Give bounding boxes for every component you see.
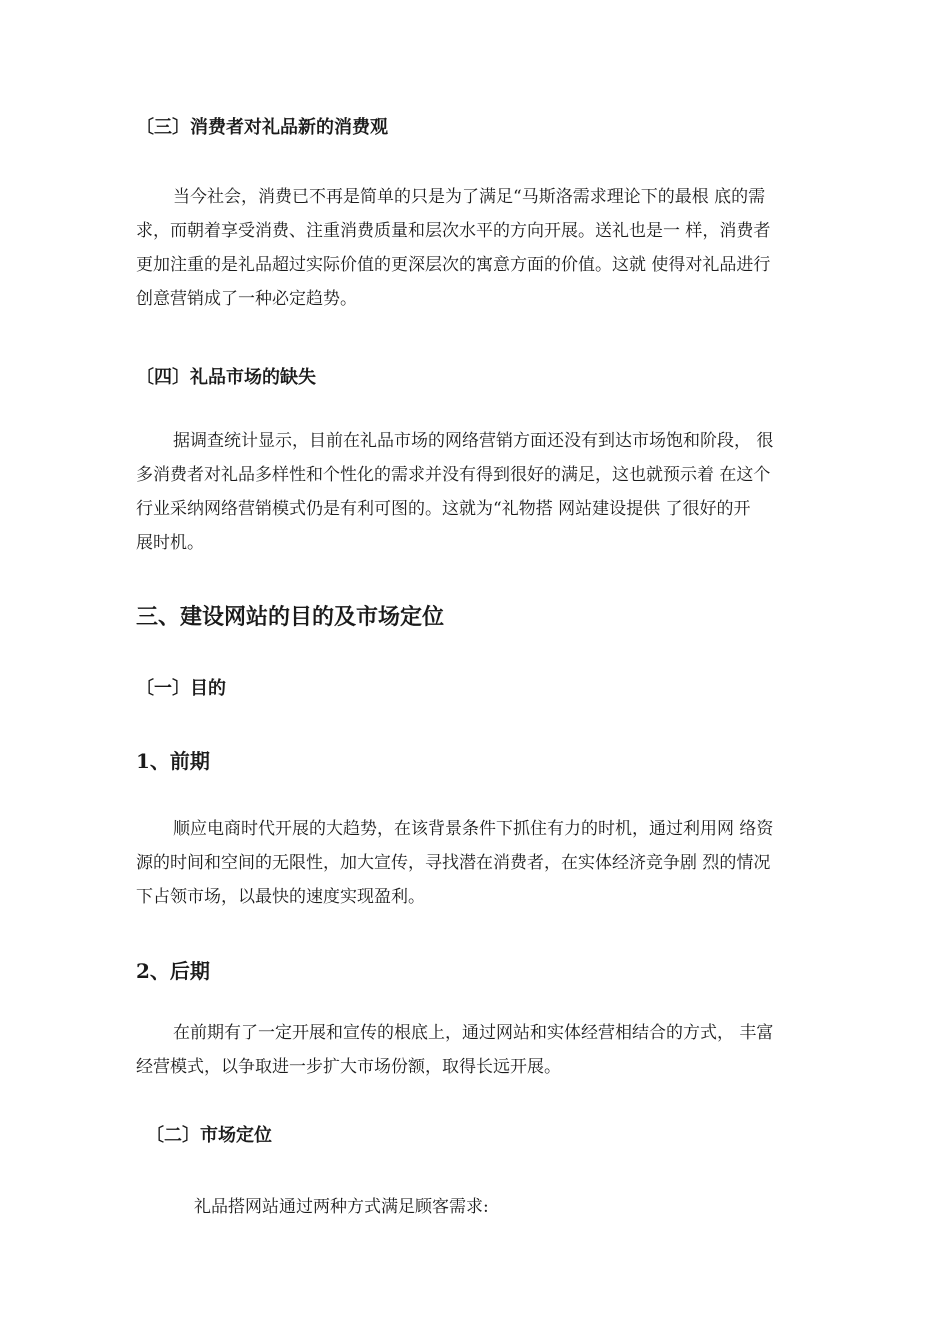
paragraph-market-gap (136, 424, 773, 560)
paragraph-line: 展时机。 (136, 533, 204, 553)
paragraph-line: 行业采纳网络营销模式仍是有利可图的。这就为“礼物搭 网站建设提供 了很好的开 (136, 499, 751, 519)
paragraph-line: 创意营销成了一种必定趋势。 (136, 289, 357, 309)
chapter-heading-website-purpose: 三、建设网站的目的及市场定位 (136, 604, 445, 630)
subsection-heading-early-stage: 1、前期 (136, 749, 210, 773)
paragraph-positioning-intro: 礼品搭网站通过两种方式满足顾客需求: (194, 1197, 489, 1217)
section-heading-market-gap: 〔四〕礼品市场的缺失 (136, 367, 316, 388)
paragraph-consumer-views (136, 180, 770, 316)
paragraph-line: 源的时间和空间的无限性，加大宣传，寻找潜在消费者，在实体经济竞争剧 烈的情况 (136, 853, 771, 873)
paragraph-line: 顺应电商时代开展的大趋势，在该背景条件下抓住有力的时机，通过利用网 络资 (173, 819, 774, 839)
paragraph-line: 多消费者对礼品多样性和个性化的需求并没有得到很好的满足，这也就预示着 在这个 (136, 465, 771, 485)
section-heading-consumer-views: 〔三〕消费者对礼品新的消费观 (136, 117, 388, 138)
paragraph-line: 经营模式，以争取进一步扩大市场份额，取得长远开展。 (136, 1057, 561, 1077)
paragraph-late-stage (136, 1016, 773, 1084)
section-heading-market-positioning: 〔二〕市场定位 (146, 1125, 272, 1146)
paragraph-early-stage (136, 812, 773, 914)
subsection-heading-late-stage: 2、后期 (136, 959, 210, 983)
paragraph-line: 据调查统计显示，目前在礼品市场的网络营销方面还没有到达市场饱和阶段， 很 (173, 431, 774, 451)
paragraph-line: 更加注重的是礼品超过实际价值的更深层次的寓意方面的价值。这就 使得对礼品进行 (136, 255, 771, 275)
paragraph-line: 求，而朝着享受消费、注重消费质量和层次水平的方向开展。送礼也是一 样，消费者 (136, 221, 771, 241)
paragraph-line: 在前期有了一定开展和宣传的根底上，通过网站和实体经营相结合的方式， 丰富 (173, 1023, 774, 1043)
section-heading-goal: 〔一〕目的 (136, 678, 226, 699)
paragraph-line: 下占领市场，以最快的速度实现盈利。 (136, 887, 425, 907)
paragraph-line: 当今社会，消费已不再是简单的只是为了满足“马斯洛需求理论下的最根 底的需 (173, 187, 766, 207)
